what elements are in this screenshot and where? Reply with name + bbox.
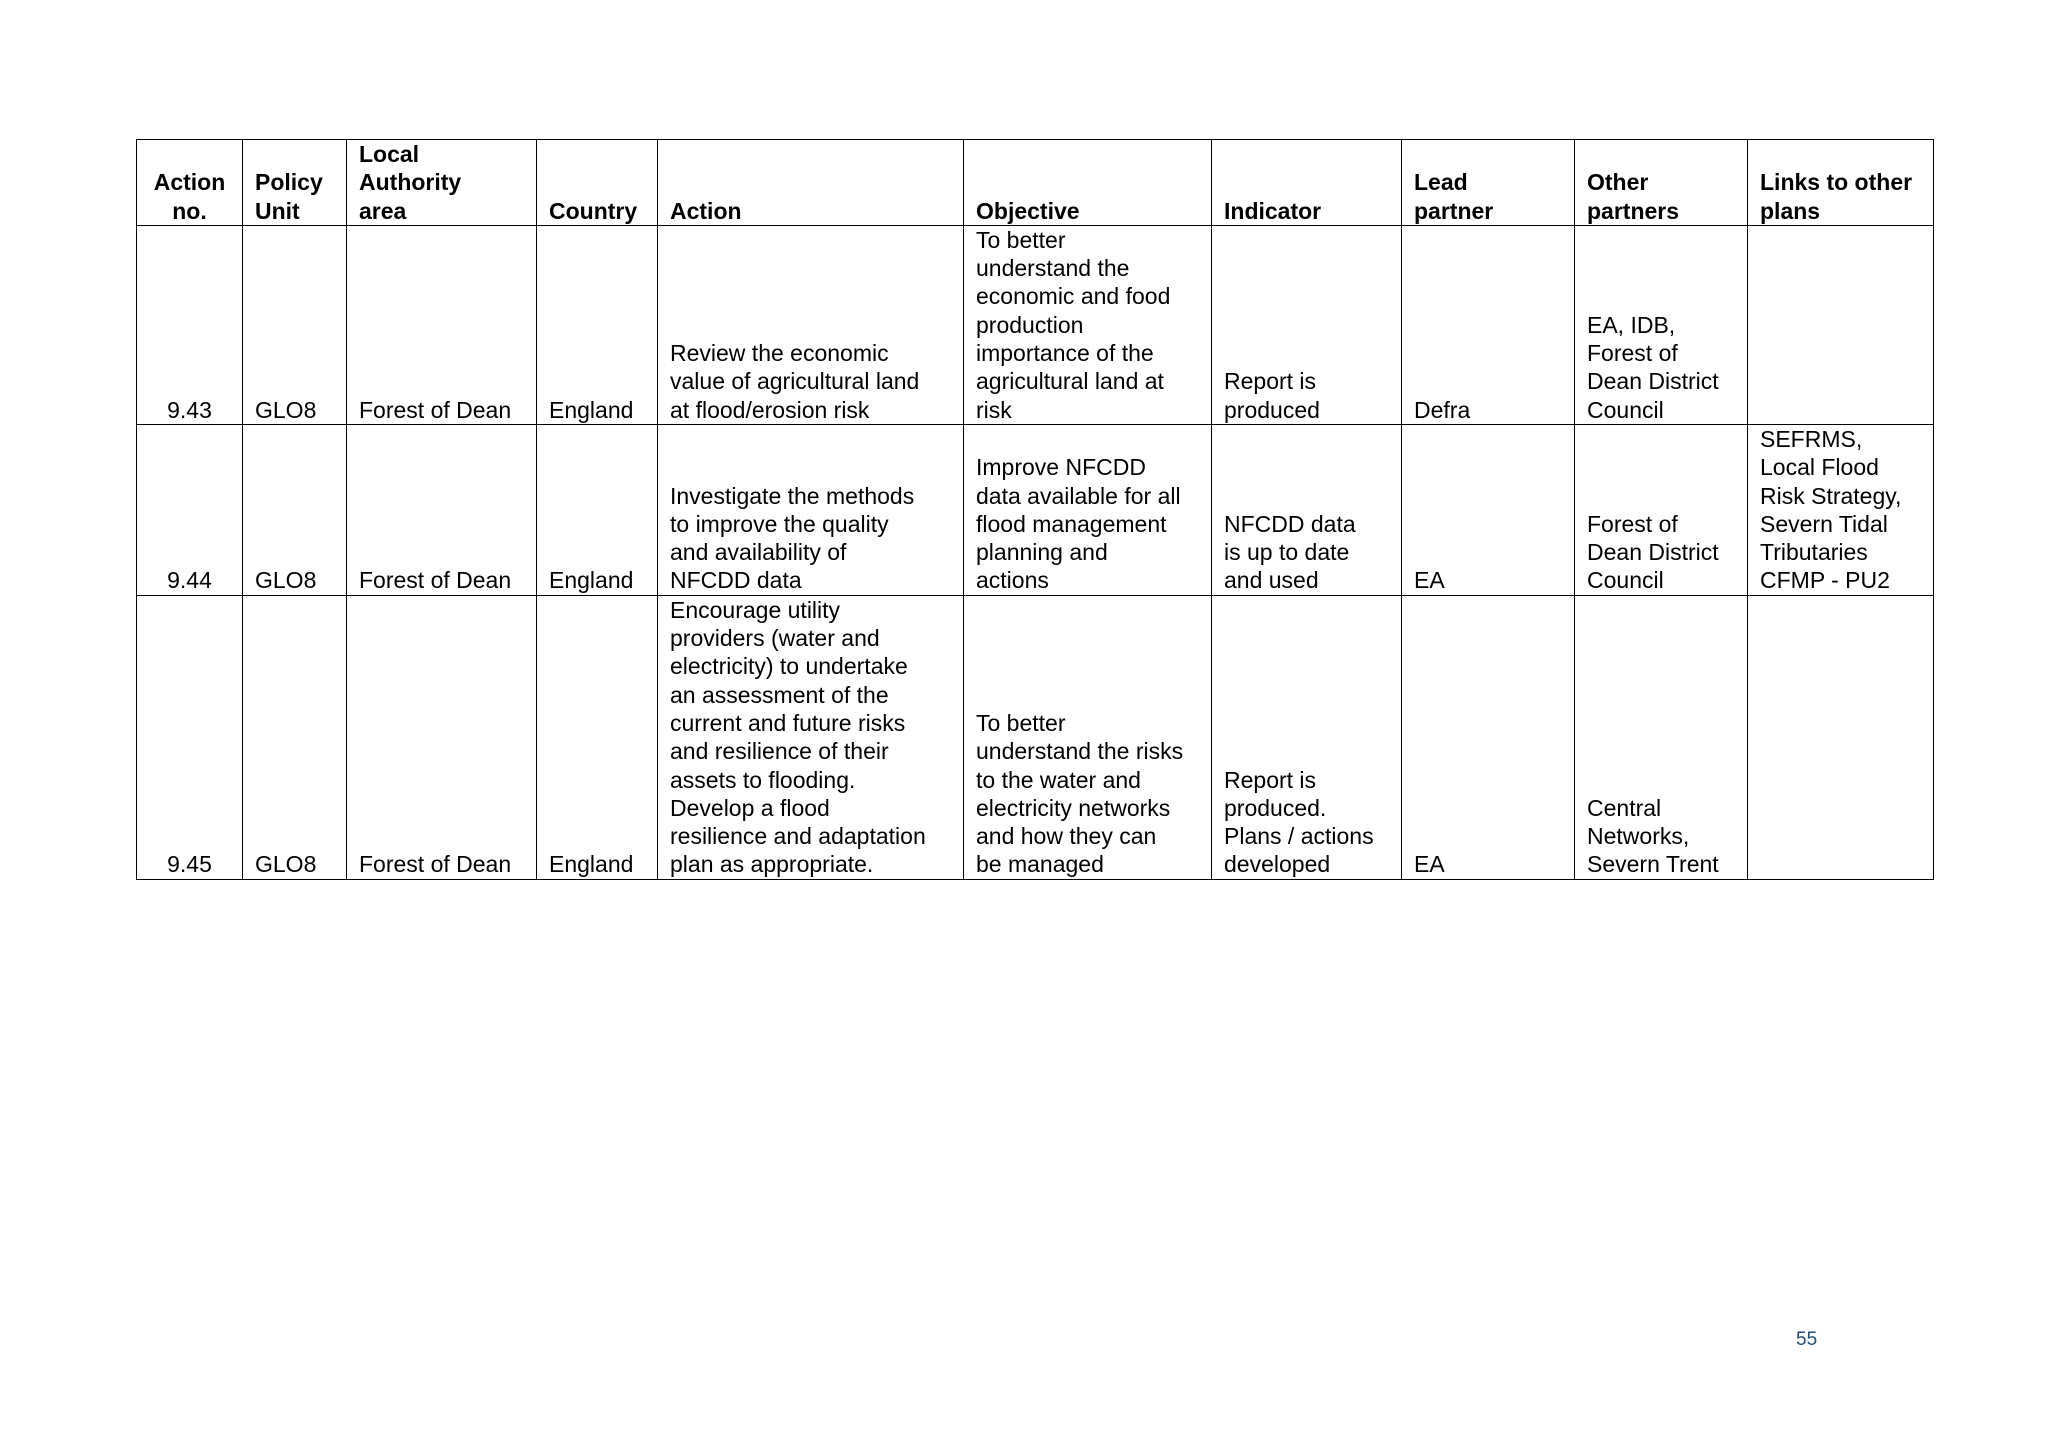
cell-other-partners: EA, IDB, Forest of Dean District Council (1575, 225, 1748, 424)
cell-local-authority: Forest of Dean (347, 424, 537, 595)
cell-other-partners: Central Networks, Severn Trent (1575, 595, 1748, 879)
cell-action: Encourage utility providers (water and electricity) to undertake an assessment of the current and future risks and resilience of their assets to flooding. Develop a flood resilience and adaptation plan as appropriate. (658, 595, 964, 879)
cell-links (1748, 225, 1934, 424)
header-policy-unit: Policy Unit (243, 140, 347, 226)
cell-policy-unit: GLO8 (243, 225, 347, 424)
cell-links: SEFRMS, Local Flood Risk Strategy, Severn Tidal Tributaries CFMP - PU2 (1748, 424, 1934, 595)
table-row (137, 225, 1934, 424)
cell-indicator: NFCDD data is up to date and used (1212, 424, 1402, 595)
cell-objective: To better understand the risks to the water and electricity networks and how they can be managed (964, 595, 1212, 879)
cell-links (1748, 595, 1934, 879)
header-indicator: Indicator (1212, 140, 1402, 226)
cell-country: England (537, 225, 658, 424)
table-row (137, 595, 1934, 879)
table-row (137, 424, 1934, 595)
page-number: 55 (1796, 1329, 1818, 1350)
cell-policy-unit: GLO8 (243, 595, 347, 879)
cell-local-authority: Forest of Dean (347, 595, 537, 879)
table-header-row (137, 140, 1934, 226)
cell-lead-partner: Defra (1402, 225, 1575, 424)
cell-action: Review the economic value of agricultural land at flood/erosion risk (658, 225, 964, 424)
header-objective: Objective (964, 140, 1212, 226)
cell-other-partners: Forest of Dean District Council (1575, 424, 1748, 595)
cell-objective: To better understand the economic and food production importance of the agricultural land at risk (964, 225, 1212, 424)
header-lead-partner: Lead partner (1402, 140, 1575, 226)
cell-country: England (537, 424, 658, 595)
header-action-no: Action no. (137, 140, 243, 226)
header-country: Country (537, 140, 658, 226)
cell-indicator: Report is produced. Plans / actions developed (1212, 595, 1402, 879)
header-other-partners: Other partners (1575, 140, 1748, 226)
cell-action-no: 9.45 (137, 595, 243, 879)
cell-local-authority: Forest of Dean (347, 225, 537, 424)
action-plan-table (136, 139, 1934, 880)
cell-objective: Improve NFCDD data available for all flood management planning and actions (964, 424, 1212, 595)
cell-lead-partner: EA (1402, 424, 1575, 595)
cell-action: Investigate the methods to improve the quality and availability of NFCDD data (658, 424, 964, 595)
header-local-authority: Local Authority area (347, 140, 537, 226)
cell-country: England (537, 595, 658, 879)
cell-action-no: 9.43 (137, 225, 243, 424)
cell-indicator: Report is produced (1212, 225, 1402, 424)
header-action: Action (658, 140, 964, 226)
cell-lead-partner: EA (1402, 595, 1575, 879)
cell-action-no: 9.44 (137, 424, 243, 595)
header-links: Links to other plans (1748, 140, 1934, 226)
cell-policy-unit: GLO8 (243, 424, 347, 595)
